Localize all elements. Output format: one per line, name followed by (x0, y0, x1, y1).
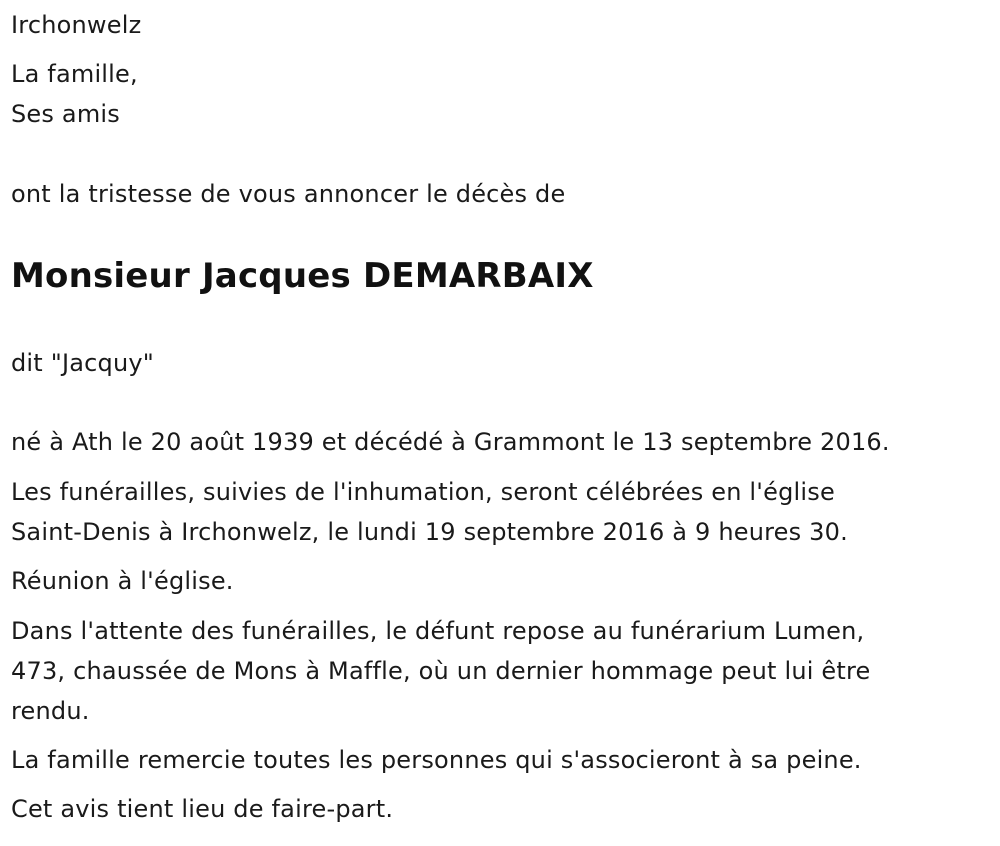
place-heading: Irchonwelz (11, 11, 142, 39)
funeral-text-line-2: Saint-Denis à Irchonwelz, le lundi 19 septembre 2016 à 9 heures 30. (11, 518, 848, 546)
deceased-name: Monsieur Jacques DEMARBAIX (11, 256, 594, 296)
rest-text-line-1: Dans l'attente des funérailles, le défunt repose au funérarium Lumen, (11, 617, 865, 645)
nickname-text: dit "Jacquy" (11, 349, 155, 377)
rest-text-line-3: rendu. (11, 697, 90, 725)
family-line: La famille, (11, 60, 138, 88)
meeting-text: Réunion à l'église. (11, 567, 234, 595)
funeral-text-line-1: Les funérailles, suivies de l'inhumation, seront célébrées en l'église (11, 478, 835, 506)
thanks-text: La famille remercie toutes les personnes qui s'associeront à sa peine. (11, 746, 862, 774)
announcement-text: ont la tristesse de vous annoncer le décès de (11, 180, 566, 208)
rest-text-line-2: 473, chaussée de Mons à Maffle, où un dernier hommage peut lui être (11, 657, 871, 685)
friends-line: Ses amis (11, 100, 120, 128)
birth-death-text: né à Ath le 20 août 1939 et décédé à Grammont le 13 septembre 2016. (11, 428, 890, 456)
closing-text: Cet avis tient lieu de faire-part. (11, 795, 394, 823)
